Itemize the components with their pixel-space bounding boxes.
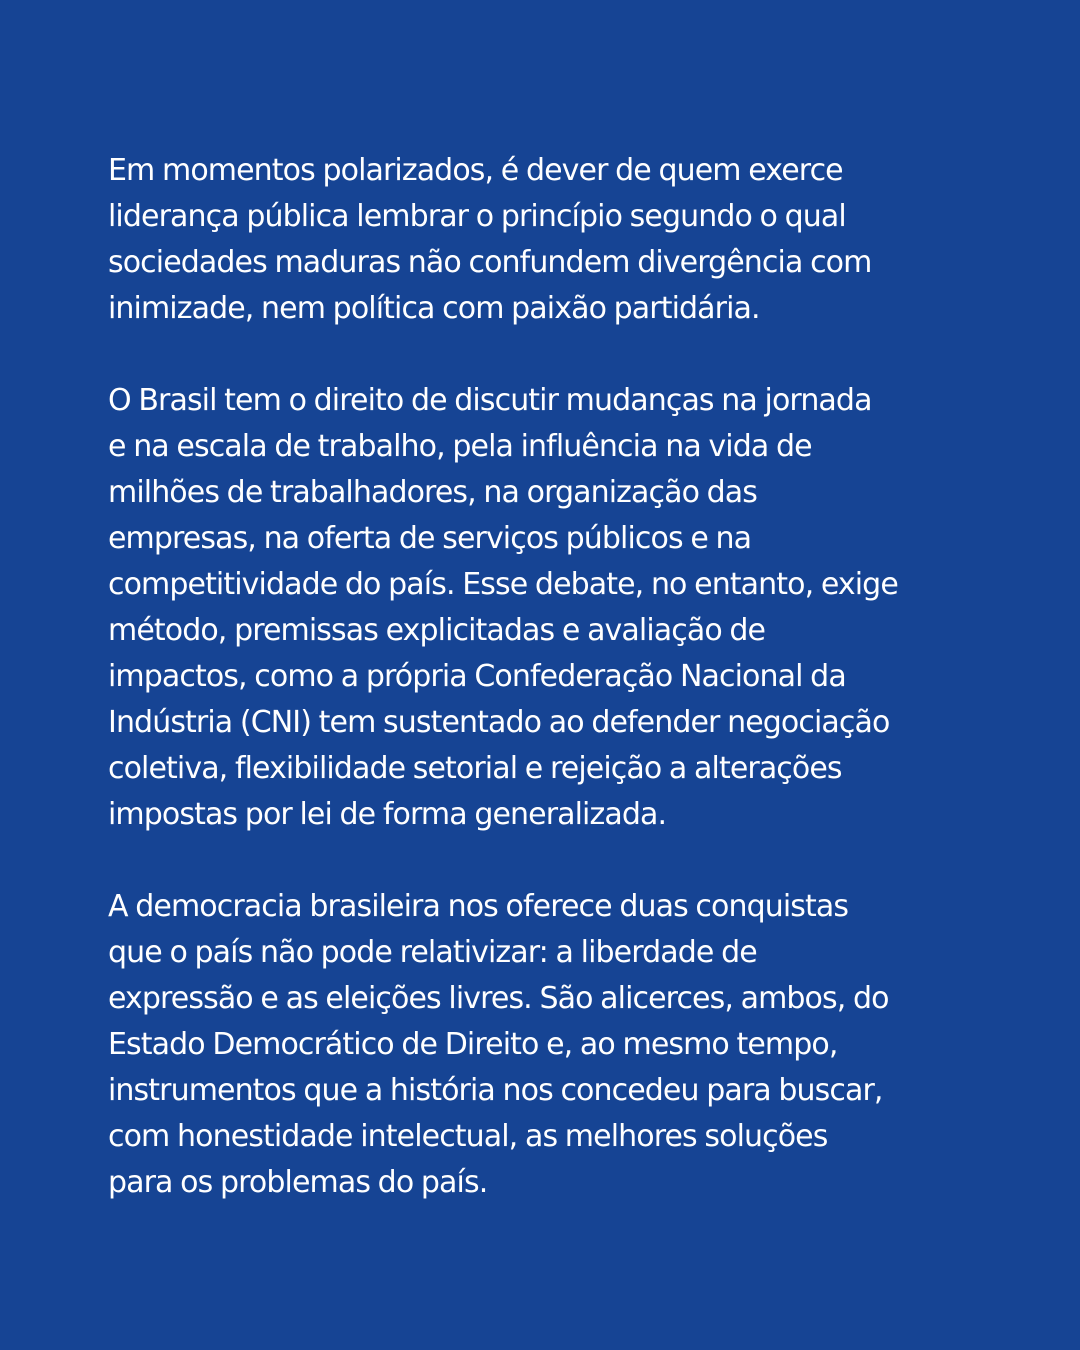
text-line: e na escala de trabalho, pela influência na vida de bbox=[108, 429, 812, 464]
text-line: com honestidade intelectual, as melhores soluções bbox=[108, 1119, 828, 1154]
text-line: impactos, como a própria Confederação Nacional da bbox=[108, 659, 846, 694]
paragraph-work-schedule bbox=[108, 378, 1008, 838]
text-line: instrumentos que a história nos concedeu para buscar, bbox=[108, 1073, 883, 1108]
text-line: impostas por lei de forma generalizada. bbox=[108, 797, 667, 832]
text-line: expressão e as eleições livres. São alicerces, ambos, do bbox=[108, 981, 889, 1016]
text-line: Indústria (CNI) tem sustentado ao defender negociação bbox=[108, 705, 890, 740]
text-line: sociedades maduras não confundem divergência com bbox=[108, 245, 872, 280]
text-line: inimizade, nem política com paixão partidária. bbox=[108, 291, 760, 326]
text-line: A democracia brasileira nos oferece duas conquistas bbox=[108, 889, 849, 924]
paragraph-democracy bbox=[108, 884, 1008, 1206]
text-line: que o país não pode relativizar: a liberdade de bbox=[108, 935, 757, 970]
paragraph-polarization bbox=[108, 148, 1008, 332]
text-line: Estado Democrático de Direito e, ao mesmo tempo, bbox=[108, 1027, 838, 1062]
text-line: milhões de trabalhadores, na organização das bbox=[108, 475, 758, 510]
text-line: O Brasil tem o direito de discutir mudanças na jornada bbox=[108, 383, 872, 418]
text-line: liderança pública lembrar o princípio segundo o qual bbox=[108, 199, 846, 234]
text-line: empresas, na oferta de serviços públicos e na bbox=[108, 521, 752, 556]
text-line: para os problemas do país. bbox=[108, 1165, 488, 1200]
article-body bbox=[108, 148, 1008, 1252]
text-line: método, premissas explicitadas e avaliação de bbox=[108, 613, 766, 648]
text-line: coletiva, flexibilidade setorial e rejeição a alterações bbox=[108, 751, 842, 786]
text-line: Em momentos polarizados, é dever de quem exerce bbox=[108, 153, 843, 188]
text-line: competitividade do país. Esse debate, no entanto, exige bbox=[108, 567, 898, 602]
